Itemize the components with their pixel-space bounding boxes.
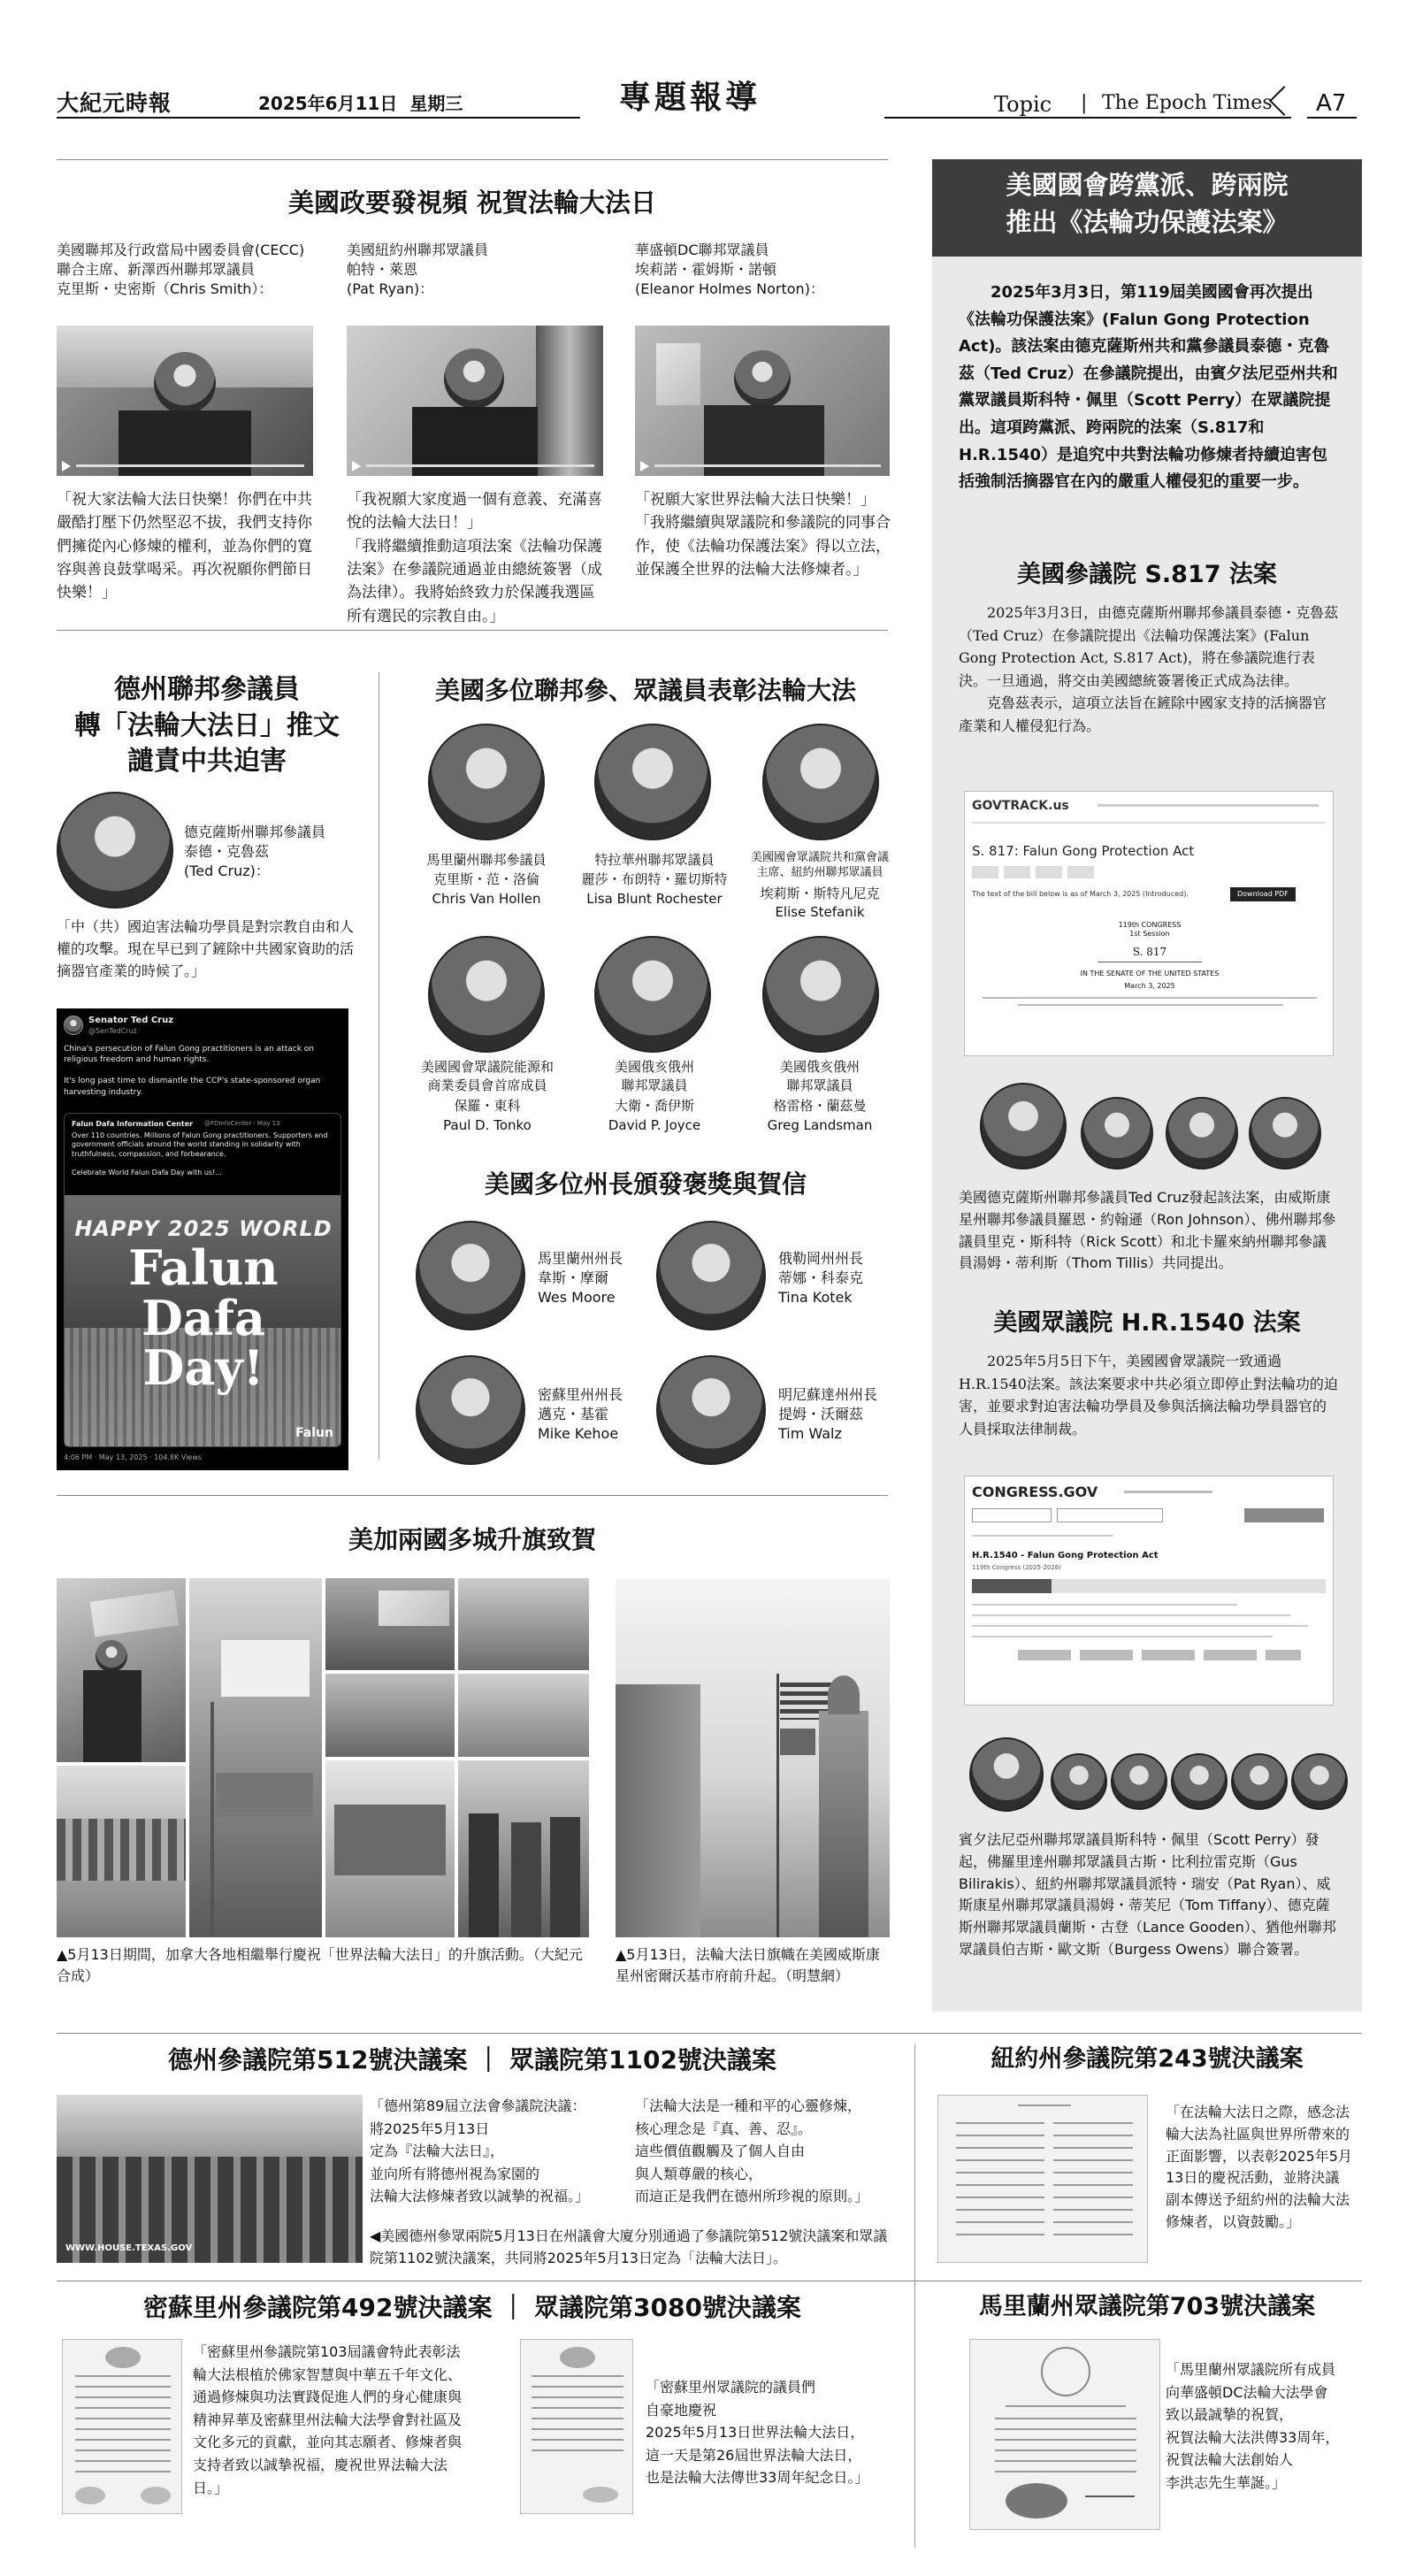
play-icon[interactable] — [352, 461, 361, 472]
member1-title: 馬里蘭州聯邦參議員 — [426, 852, 547, 868]
govtrack-screenshot[interactable] — [964, 791, 1334, 1056]
texas-house-photo[interactable] — [57, 2095, 363, 2263]
masthead-logo: 大紀元時報 — [57, 90, 172, 116]
portrait-gus-bilirakis — [1051, 1753, 1107, 1810]
masthead-date-group — [258, 90, 463, 117]
video-eleanor-norton[interactable] — [635, 326, 890, 476]
govtrack-date: March 3, 2025 — [1124, 982, 1175, 990]
portrait-ron-johnson — [1081, 1097, 1153, 1169]
s817-title: 美國參議院 S.817 法案 — [1017, 561, 1277, 588]
gov1-en: Wes Moore — [538, 1289, 616, 1306]
govtrack-senate: IN THE SENATE OF THE UNITED STATES — [1080, 970, 1220, 978]
portrait-scott-perry — [969, 1737, 1044, 1812]
member2-title: 特拉華州聯邦眾議員 — [594, 852, 715, 868]
top-section-title: 美國政要發視頻 祝賀法輪大法日 — [287, 188, 657, 218]
right-box-title: 美國國會跨黨派、跨兩院 推出《法輪功保護法案》 — [932, 159, 1362, 257]
download-pdf-button[interactable]: Download PDF — [1230, 887, 1296, 901]
maryland-quote: 「馬里蘭州眾議院所有成員 向華盛頓DC法輪大法學會 致以最誠摯的祝賀， 祝賀法輪大法洪傳33周年， 祝賀法輪大法創始人 李洪志先生華誕。」 — [1166, 2361, 1340, 2491]
cruz-name: 德克薩斯州聯邦參議員 泰德・克魯茲 (Ted Cruz)： — [184, 824, 326, 880]
member4-cn: 保羅・東科 — [454, 1098, 521, 1114]
tweet-user[interactable]: Senator Ted Cruz — [88, 1016, 174, 1025]
tweet-text: China's persecution of Falun Gong practitioners is an attack on religious freedom and human rights. It's long past time to dismantle the CCP's state-sponsored organ harvesting industry. — [64, 1045, 321, 1097]
video-pat-ryan[interactable] — [347, 326, 603, 476]
congress-gov-logo[interactable]: CONGRESS.GOV — [972, 1484, 1098, 1500]
congress-gov-sub: 119th Congress (2025-2026) — [972, 1564, 1061, 1571]
member6-title: 美國俄亥俄州 聯邦眾議員 — [779, 1059, 860, 1093]
gov3-title: 密蘇里州州長 — [538, 1386, 623, 1403]
reps-caption: 賓夕法尼亞州聯邦眾議員斯科特・佩里（Scott Perry）發起，佛羅里達州聯邦眾議員古斯・比利拉雷克斯（Gus Bilirakis）、紐約州聯邦眾議員派特・瑞安（Pat Ryan）、威斯康星州聯邦眾議員湯姆・蒂芙尼（Tom Tiffany）、德克薩斯州聯邦眾議員蘭斯・古登（Lance Gooden）、猶他州聯邦眾議員伯吉斯・歐文斯（Burgess Owens）聯合簽署。 — [959, 1831, 1336, 1958]
gov2-cn: 蒂娜・科泰克 — [778, 1269, 864, 1286]
masthead-weekday: 星期三 — [409, 93, 463, 114]
portrait-mike-kehoe — [416, 1355, 525, 1465]
missouri-senate-document[interactable] — [62, 2339, 182, 2514]
tweet-handle[interactable]: @SenTedCruz — [88, 1027, 137, 1035]
portrait-tina-kotek — [656, 1221, 766, 1330]
govtrack-congress: 119th CONGRESS 1st Session — [1118, 921, 1182, 939]
video-chris-smith[interactable] — [57, 326, 313, 476]
ny-quote: 「在法輪大法日之際，感念法輪大法為社區與世界所帶來的正面影響，以表彰2025年5月13日的慶祝活動，並將決議副本傳送予紐約州的法輪大法修煉者，以資鼓勵。」 — [1166, 2104, 1352, 2230]
masthead-topic: Topic — [994, 92, 1052, 117]
member3-cn: 埃莉斯・斯特凡尼克 — [760, 886, 880, 901]
govtrack-num: S. 817 — [1132, 946, 1167, 958]
quoted-tweet[interactable] — [64, 1113, 341, 1447]
member6-en: Greg Landsman — [767, 1117, 873, 1133]
portrait-tonko — [428, 936, 545, 1053]
portrait-wes-moore — [416, 1221, 525, 1330]
masthead-section: 專題報導 — [619, 80, 761, 116]
ny-title: 紐約州參議院第243號決議案 — [990, 2045, 1304, 2073]
congress-title: 美國多位聯邦參、眾議員表彰法輪大法 — [434, 676, 856, 705]
govtrack-bill-title: S. 817: Falun Gong Protection Act — [972, 843, 1195, 859]
portrait-landsman — [762, 936, 879, 1053]
congress-gov-screenshot[interactable] — [964, 1476, 1334, 1706]
gov2-en: Tina Kotek — [778, 1289, 853, 1306]
play-icon[interactable] — [62, 461, 71, 472]
masthead-date: 2025年6月11日 — [258, 93, 398, 114]
portrait-blunt-rochester — [594, 724, 711, 840]
flags-caption-canada: ▲5月13日期間，加拿大各地相繼舉行慶祝「世界法輪大法日」的升旗活動。（大紀元合成） — [57, 1946, 583, 1984]
portrait-joyce — [594, 936, 711, 1053]
cruz-quote: 「中（共）國迫害法輪功學員是對宗教自由和人權的攻擊。現在早已到了鏟除中共國家資助的活摘器官產業的時候了。」 — [57, 918, 355, 979]
member3-en: Elise Stefanik — [775, 904, 865, 920]
member2-cn: 麗莎・布朗特・羅切斯特 — [581, 871, 728, 887]
qt-user[interactable]: Falun Dafa Information Center — [72, 1120, 194, 1128]
portrait-van-hollen — [428, 724, 545, 840]
member1-en: Chris Van Hollen — [432, 891, 541, 907]
missouri-quote2: 「密蘇里州眾議院的議員們 自豪地慶祝 2025年5月13日世界法輪大法日， 這一天是第26屆世界法輪大法日， 也是法輪大法傳世33周年紀念日。」 — [646, 2379, 869, 2487]
gov4-title: 明尼蘇達州州長 — [778, 1386, 878, 1403]
govtrack-logo[interactable]: GOVTRACK.us — [972, 799, 1069, 813]
senators-caption: 美國德克薩斯州聯邦參議員Ted Cruz發起該法案，由威斯康星州聯邦參議員羅恩・約翰遜（Ron Johnson）、佛州聯邦參議員里克・斯科特（Rick Scott）和北卡羅來納州聯邦參議員湯姆・蒂利斯（Thom Tillis）共同提出。 — [959, 1189, 1336, 1272]
portrait-thom-tillis — [1249, 1097, 1321, 1169]
portrait-lance-gooden — [1231, 1753, 1288, 1810]
cruz-tweet[interactable] — [57, 1008, 348, 1470]
cruz-title: 德州聯邦參議員 轉「法輪大法日」推文 譴責中共迫害 — [74, 674, 340, 777]
member3-title: 美國國會眾議院共和黨會議 主席、紐約州聯邦眾議員 — [750, 851, 889, 879]
person3-quote: 「祝願大家世界法輪大法日快樂！」 「我將繼續與眾議院和參議院的同事合作，使《法輪功保護法案》得以立法，並保護全世界的法輪大法修煉者。」 — [635, 491, 891, 579]
member2-en: Lisa Blunt Rochester — [586, 891, 723, 907]
person2-quote: 「我祝願大家度過一個有意義、充滿喜悅的法輪大法日！」 「我將繼續推動這項法案《法輪功保護法案》在參議院通過並由總統簽署（成為法律）。我將始終致力於保護我選區所有選民的宗教自由。」 — [347, 491, 602, 625]
member4-title: 美國國會眾議院能源和 商業委員會首席成員 — [420, 1059, 554, 1093]
texas-quote2: 「法輪大法是一種和平的心靈修煉， 核心理念是『真、善、忍』。 這些價值觀觸及了個人自由 與人類尊嚴的核心， 而這正是我們在德州所珍視的原則。」 — [635, 2097, 869, 2205]
member5-cn: 大衛・喬伊斯 — [614, 1098, 694, 1114]
masthead-page: A7 — [1316, 90, 1347, 117]
banner-line1: HAPPY 2025 WORLD — [74, 1216, 333, 1241]
masthead-paper: The Epoch Times — [1102, 92, 1273, 114]
ny-resolution-document[interactable] — [937, 2095, 1148, 2263]
member6-cn: 格雷格・蘭茲曼 — [773, 1098, 867, 1114]
member5-en: David P. Joyce — [608, 1117, 701, 1133]
person3-name: 華盛頓DC聯邦眾議員 埃莉諾・霍姆斯・諾頓 (Eleanor Holmes Norton)： — [635, 242, 824, 298]
congress-gov-bill-title: H.R.1540 - Falun Gong Protection Act — [972, 1551, 1159, 1560]
member4-en: Paul D. Tonko — [443, 1117, 532, 1133]
hr1540-title: 美國眾議院 H.R.1540 法案 — [993, 1309, 1301, 1337]
person2-name: 美國紐約州聯邦眾議員 帕特・萊恩 (Pat Ryan)： — [347, 242, 489, 298]
missouri-house-document[interactable] — [520, 2339, 633, 2514]
tweet-footer: 4:06 PM · May 13, 2025 · 104.8K Views — [64, 1453, 203, 1461]
falun-dafa-day-banner[interactable] — [65, 1195, 341, 1447]
portrait-burgess-owens — [1291, 1753, 1348, 1810]
texas-note: ◀美國德州參眾兩院5月13日在州議會大廈分別通過了參議院第512號決議案和眾議院第1102號決議案，共同將2025年5月13日定為「法輪大法日」。 — [370, 2227, 888, 2266]
play-icon[interactable] — [640, 461, 649, 472]
gov1-cn: 韋斯・摩爾 — [538, 1269, 609, 1286]
texas-title: 德州參議院第512號決議案 ｜ 眾議院第1102號決議案 — [168, 2045, 776, 2074]
person1-quote: 「祝大家法輪大法日快樂！你們在中共嚴酷打壓下仍然堅忍不拔，我們支持你們擁從內心修煉的權利，並為你們的寬容與善良鼓掌喝采。再次祝願你們節日快樂！」 — [57, 491, 312, 602]
qt-meta: @FDInfoCenter · May 13 — [204, 1120, 280, 1127]
falun-brand-logo: Falun — [295, 1426, 333, 1440]
right-intro: 2025年3月3日，第119屆美國國會再次提出《法輪功保護法案》(Falun Gong Protection Act)。該法案由德克薩斯州共和黨參議員泰德・克魯茲（Ted Cruz）在參議院提出，由賓夕法尼亞州共和黨眾議員斯科特・佩里（Scott Perry）在眾議院提出。這項跨黨派、跨兩院的法案（S.817和H.R.1540）是追究中共對法輪功修煉者持續迫害包括強制活摘器官在內的嚴重人權侵犯的重要一步。 — [959, 283, 1338, 492]
gov4-cn: 提姆・沃爾茲 — [778, 1406, 864, 1422]
gov2-title: 俄勒岡州州長 — [778, 1250, 864, 1267]
flags-title: 美加兩國多城升旗致賀 — [348, 1525, 596, 1554]
missouri-title: 密蘇里州參議院第492號決議案 ｜ 眾議院第3080號決議案 — [143, 2293, 801, 2322]
member1-cn: 克里斯・范・洛倫 — [432, 871, 539, 887]
hr1540-text: 2025年5月5日下午，美國國會眾議院一致通過H.R.1540法案。該法案要求中共必須立即停止對法輪功的迫害，並要求對迫害法輪功學員及參與活摘法輪功學員器官的人員採取法律制裁。 — [959, 1353, 1338, 1438]
portrait-pat-ryan — [1111, 1753, 1167, 1810]
maryland-title: 馬里蘭州眾議院第703號決議案 — [978, 2293, 1316, 2320]
texas-quote1: 「德州第89屆立法會參議院決議： 將2025年5月13日 定為『法輪大法日』， 並向所有將德州視為家園的 法輪大法修煉者致以誠摯的祝福。」 — [370, 2097, 590, 2205]
govtrack-intro: The text of the bill below is as of March 3, 2025 (Introduced). — [972, 890, 1189, 898]
gov3-en: Mike Kehoe — [538, 1425, 619, 1442]
portrait-stefanik — [762, 724, 879, 840]
person1-name: 美國聯邦及行政當局中國委員會(CECC) 聯合主席、新澤西州聯邦眾議員 克里斯・史密斯（Chris Smith）： — [57, 242, 305, 298]
flags-caption-milwaukee: ▲5月13日，法輪大法日旗幟在美國威斯康星州密爾沃基市府前升起。（明慧網） — [616, 1946, 880, 1984]
s817-text: 2025年3月3日，由德克薩斯州聯邦參議員泰德・克魯茲（Ted Cruz）在參議院提出《法輪功保護法案》(Falun Gong Protection Act, S.817 Act)，將在參議院進行表決。一旦通過，將交由美國總統簽署後正式成為法律。 克魯茲表示，這項立法旨在鏟除中國家支持的活摘器官產業和人權侵犯行為。 — [959, 604, 1339, 734]
portrait-tim-walz — [656, 1355, 766, 1465]
banner-big: Falun Dafa Day! — [128, 1239, 279, 1397]
portrait-rick-scott — [1166, 1097, 1238, 1169]
ted-cruz-portrait — [57, 792, 173, 908]
texas-photo-watermark: WWW.HOUSE.TEXAS.GOV — [65, 2243, 193, 2253]
gov1-title: 馬里蘭州州長 — [538, 1250, 623, 1267]
gov3-cn: 邁克・基霍 — [538, 1406, 609, 1422]
gov4-en: Tim Walz — [778, 1425, 842, 1442]
avatar[interactable] — [64, 1016, 83, 1035]
maryland-resolution-document[interactable] — [969, 2339, 1160, 2530]
portrait-ted-cruz — [980, 1083, 1067, 1169]
member5-title: 美國俄亥俄州 聯邦眾議員 — [614, 1059, 694, 1093]
missouri-quote1: 「密蘇里州參議院第103屆議會特此表彰法輪大法根植於佛家智慧與中華五千年文化、通過修煉與功法實踐促進人們的身心健康與精神昇華及密蘇里州法輪大法學會對社區及文化多元的貢獻，並向其志願者、修煉者與支持者致以誠摯祝福，慶祝世界法輪大法日。」 — [193, 2343, 463, 2496]
governors-title: 美國多位州長頒發褒獎與賀信 — [484, 1169, 807, 1199]
qt-text: Over 110 countries. Millions of Falun Gong practitioners. Supporters and government officials around the world standing in solidarity with truthfulness, compassion, and forbearance. Celebrate World Falun Dafa Day with us!... — [72, 1131, 328, 1177]
milwaukee-flag-photo[interactable] — [616, 1578, 890, 1937]
portrait-tom-tiffany — [1171, 1753, 1228, 1810]
